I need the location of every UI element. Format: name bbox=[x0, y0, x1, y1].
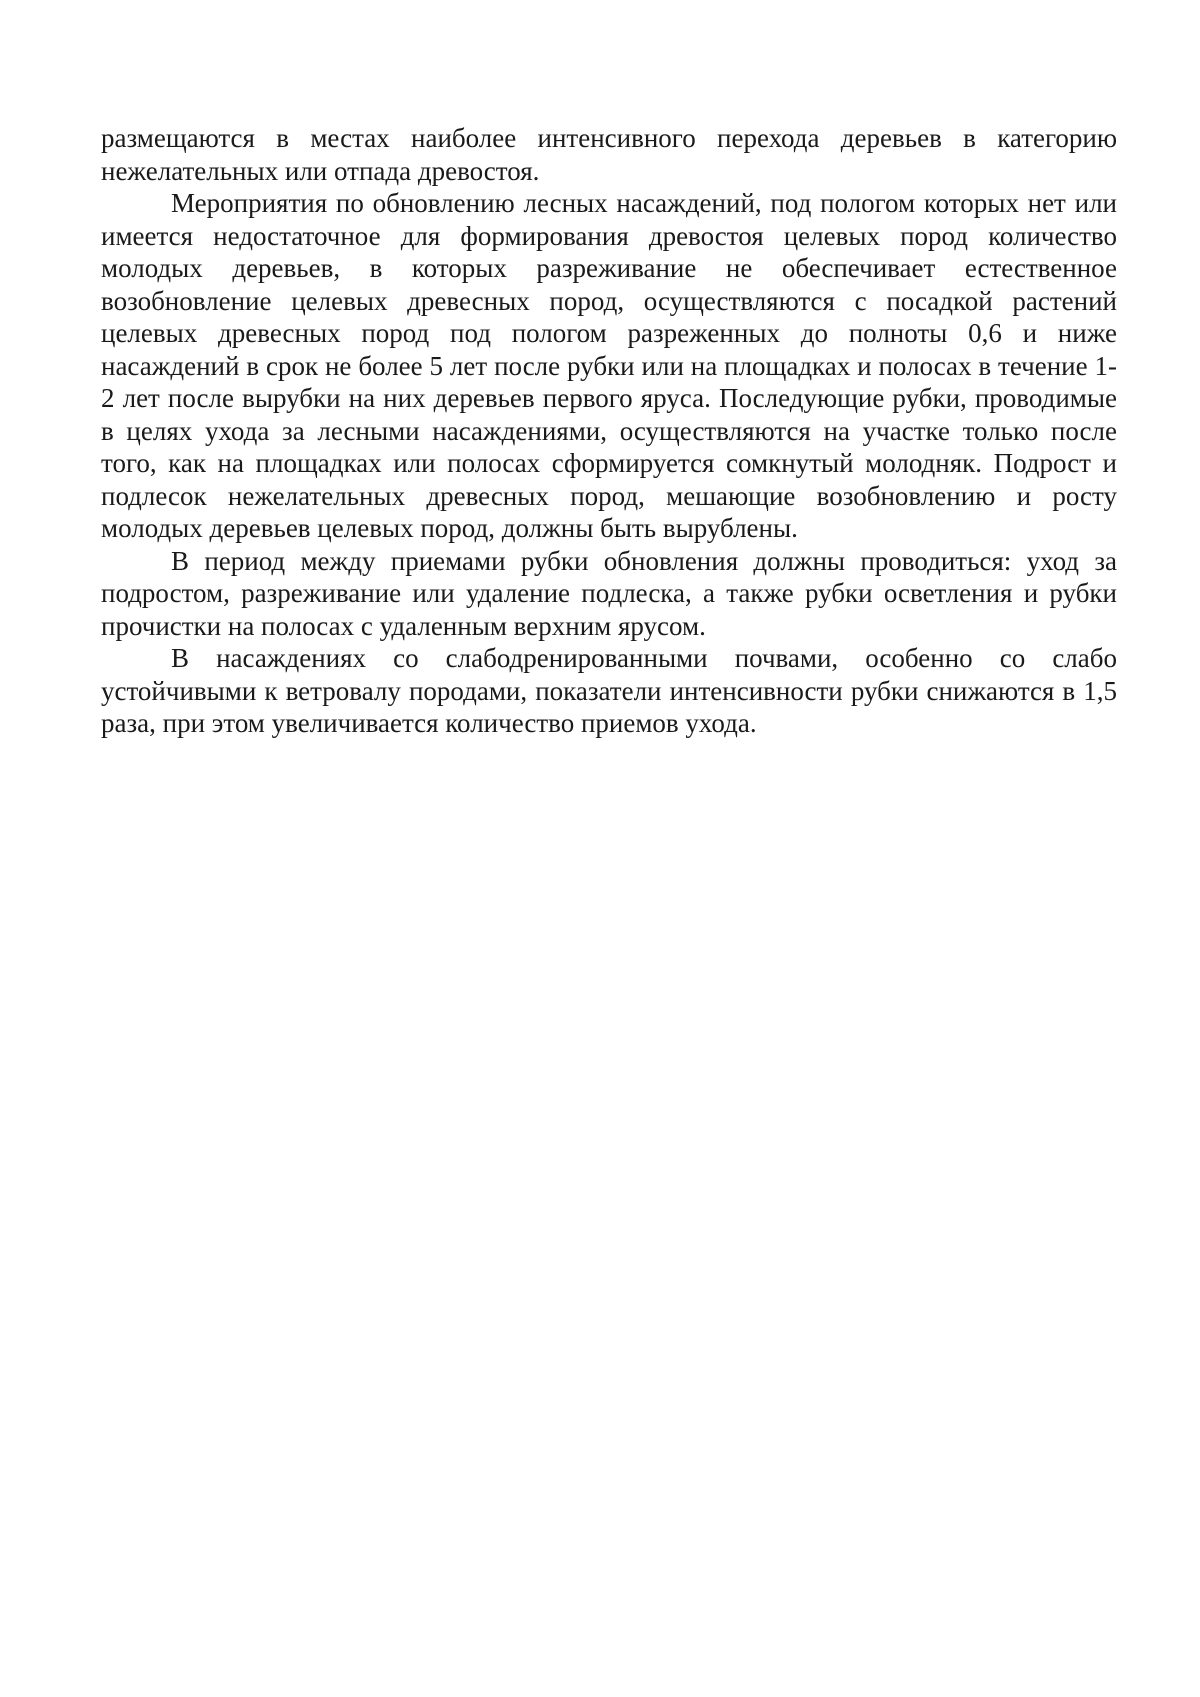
paragraph-continuation: размещаются в местах наиболее интенсивного перехода деревьев в категорию нежелательных или отпада древостоя. bbox=[101, 123, 1117, 186]
paragraph-drained-soils: В насаждениях со слабодренированными почвами, особенно со слабо устойчивыми к ветровалу породами, показатели интенсивности рубки снижаются в 1,5 раза, при этом увеличивается количество приемов ухода. bbox=[101, 643, 1117, 738]
paragraph-renewal-measures: Мероприятия по обновлению лесных насаждений, под пологом которых нет или имеется недостаточное для формирования древостоя целевых пород количество молодых деревьев, в которых разреживание не обеспечивает естественное возобновление целевых древесных пород, осуществляются с посадкой растений целевых древесных пород под пологом разреженных до полноты 0,6 и ниже насаждений в срок не более 5 лет после рубки или на площадках и полосах в течение 1-2 лет после вырубки на них деревьев первого яруса. Последующие рубки, проводимые в целях ухода за лесными насаждениями, осуществляются на участке только после того, как на площадках или полосах сформируется сомкнутый молодняк. Подрост и подлесок нежелательных древесных пород, мешающие возобновлению и росту молодых деревьев целевых пород, должны быть вырублены. bbox=[101, 188, 1117, 543]
paragraph-interval-care: В период между приемами рубки обновления должны проводиться: уход за подростом, разреживание или удаление подлеска, а также рубки осветления и рубки прочистки на полосах с удаленным верхним ярусом. bbox=[101, 545, 1117, 641]
body-text bbox=[101, 122, 1117, 740]
